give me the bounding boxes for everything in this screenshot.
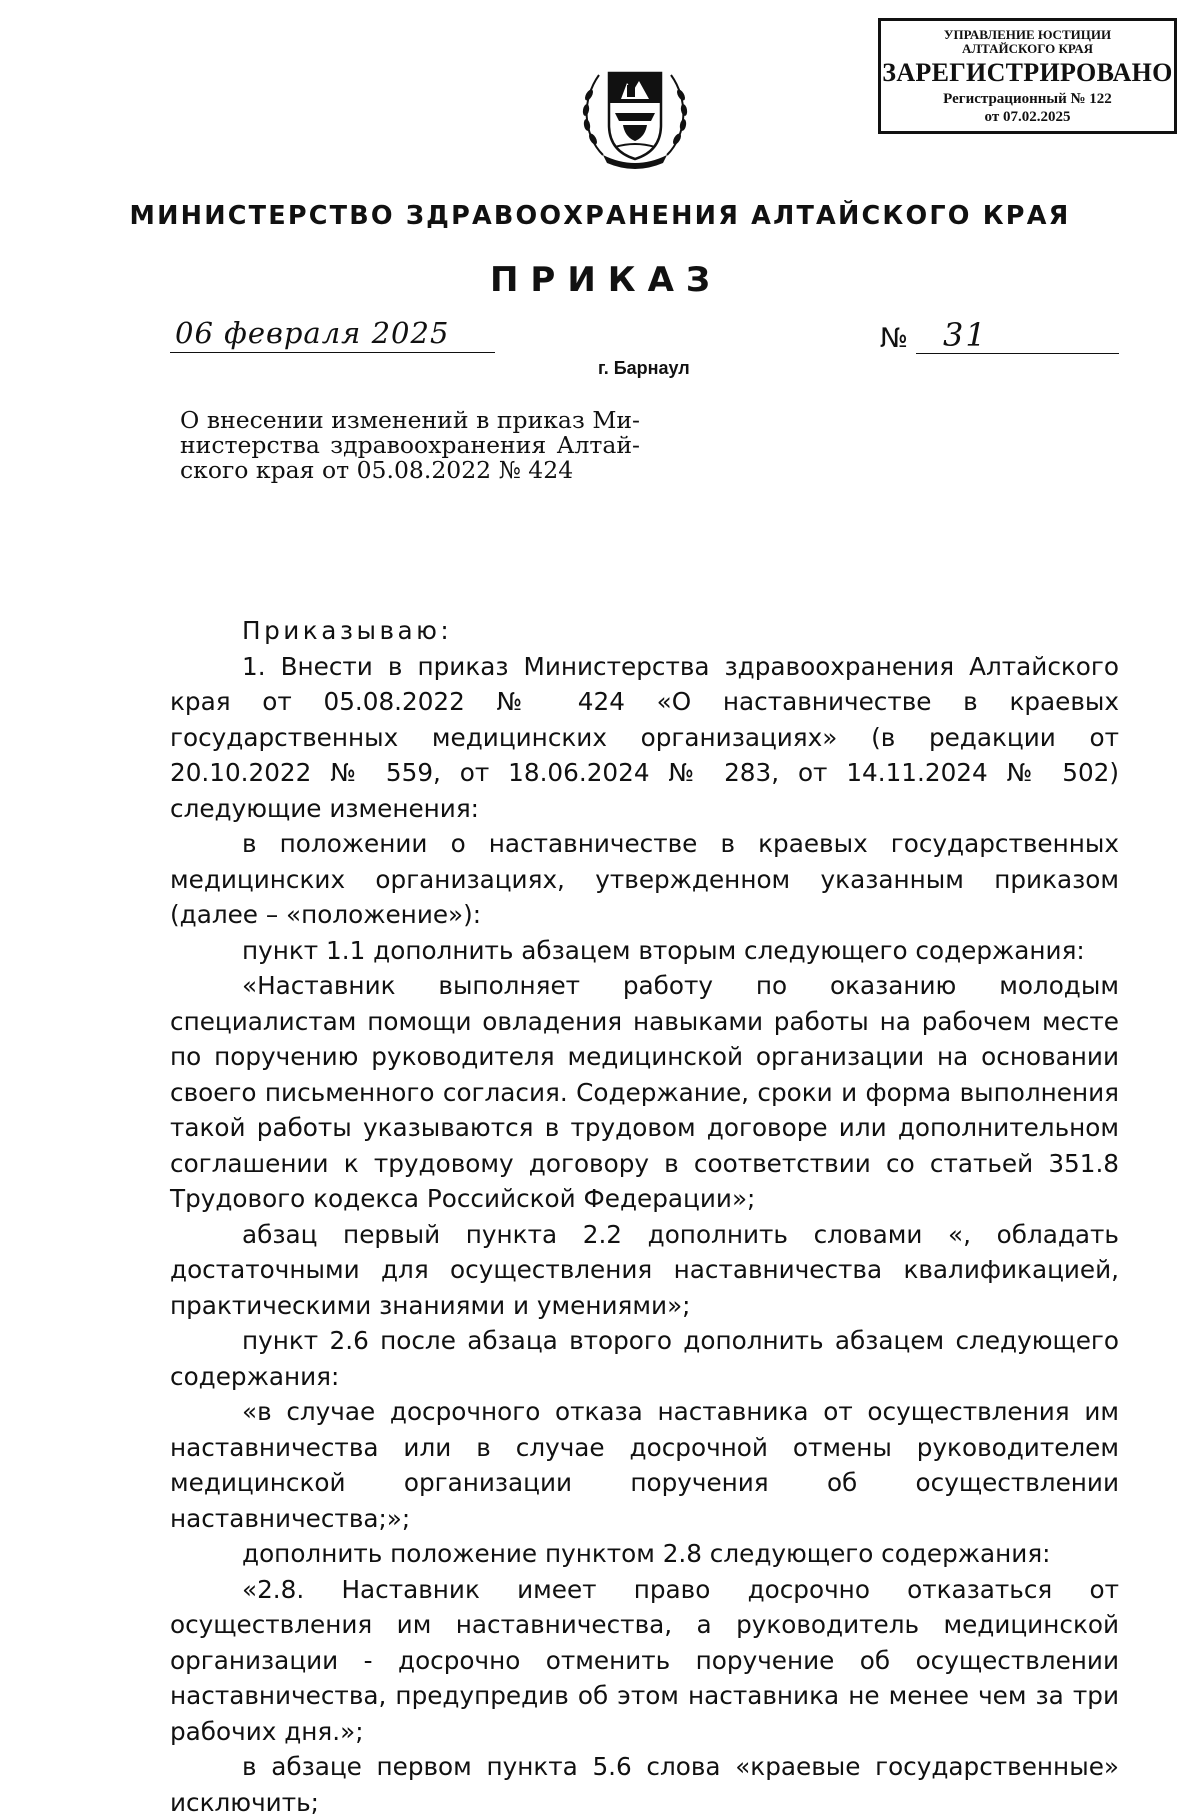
number-underline [916, 353, 1119, 354]
body-paragraph: пункт 1.1 дополнить абзацем вторым следующего содержания: [242, 935, 1085, 965]
order-word [170, 613, 1119, 649]
body-paragraph: абзац первый пункта 2.2 дополнить словами «, обладать достаточными для осуществления наставничества квалификацией, практическими знаниями и умениями»; [170, 1219, 1119, 1320]
stamp-authority-line1: УПРАВЛЕНИЕ ЮСТИЦИИ [943, 27, 1112, 42]
stamp-reg-date: от 07.02.2025 [984, 109, 1071, 125]
stamp-status: ЗАРЕГИСТРИРОВАНО [882, 58, 1173, 87]
subject-line: нистерства здравоохранения Алтай- [180, 431, 640, 459]
body-paragraph: пункт 2.6 после абзаца второго дополнить абзацем следующего содержания: [170, 1326, 1119, 1391]
stamp-authority-line2: АЛТАЙСКОГО КРАЯ [962, 41, 1093, 56]
handwritten-number: 31 [943, 316, 988, 354]
stamp-reg-number: Регистрационный № 122 [943, 91, 1112, 107]
subject-line: ского края от 05.08.2022 № 424 [180, 456, 574, 484]
body-paragraph: в абзаце первом пункта 5.6 слова «краевые государственные» исключить; [170, 1752, 1119, 1817]
body-paragraph: в положении о наставничестве в краевых государственных медицинских организациях, утвержденном указанным приказом (далее – «положение»): [170, 829, 1119, 929]
city-label: г. Барнаул [598, 358, 690, 378]
body-paragraph: «в случае досрочного отказа наставника от осуществления им наставничества или в случае досрочной отмены руководителем медицинской организации поручения об осуществлении наставничества;»; [170, 1397, 1119, 1533]
body-paragraph: 1. Внести в приказ Министерства здравоохранения Алтайского края от 05.08.2022 № 424 «О наставничестве в краевых государственных медицинских организациях» (в редакции от 20.10.2022 № 559, от 18.06.2024 № 283, от 14.11.2024 № 502) следующие изменения: [170, 651, 1119, 823]
body-paragraph: «Наставник выполняет работу по оказанию молодым специалистам помощи овладения навыками работы на рабочем месте по поручению руководителя медицинской организации на основании своего письменного согласия. Содержание, сроки и форма выполнения такой работы указываются в трудовом договоре или дополнительном соглашении к трудовому договору в соответствии со статьей 351.8 Трудового кодекса Российской Федерации»; [170, 971, 1119, 1213]
body-paragraph: «2.8. Наставник имеет право досрочно отказаться от осуществления им наставничества, а руководитель медицинской организации - досрочно отменить поручение об осуществлении наставничества, предупредив об этом наставника не менее чем за три рабочих дня.»; [170, 1574, 1119, 1746]
registration-stamp [878, 18, 1177, 134]
document-type-title: ПРИКАЗ [489, 260, 723, 300]
date-underline [170, 352, 495, 353]
ministry-title: МИНИСТЕРСТВО ЗДРАВООХРАНЕНИЯ АЛТАЙСКОГО КРАЯ [129, 201, 1071, 231]
order-body [170, 613, 1119, 1820]
subject-line: О внесении изменений в приказ Ми- [180, 406, 640, 434]
number-sign: № [880, 323, 909, 354]
handwritten-date: 06 февраля 2025 [175, 316, 450, 350]
body-paragraph: дополнить положение пунктом 2.8 следующего содержания: [242, 1539, 1051, 1568]
coat-of-arms-icon [575, 55, 695, 175]
order-word-text: Приказываю: [242, 616, 453, 645]
order-subject [180, 408, 640, 483]
